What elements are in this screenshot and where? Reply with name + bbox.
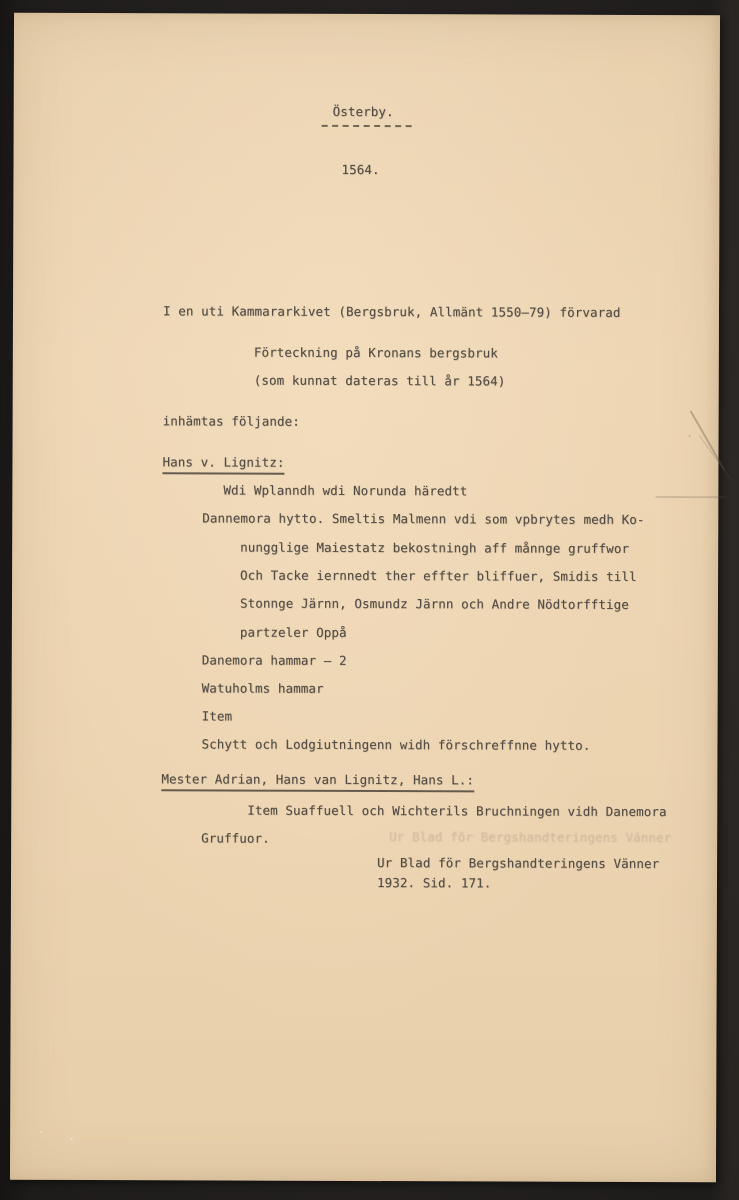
dust-speck — [70, 1138, 73, 1140]
year-line: 1564. — [341, 161, 380, 178]
section1-line-3: nungglige Maiestatz bekostningh aff månnge gruffwor — [240, 539, 630, 556]
section1-heading-text: Hans v. Lignitz: — [162, 454, 284, 474]
section2-heading-text: Mester Adrian, Hans van Lignitz, Hans L.: — [161, 771, 474, 792]
paper-fleck — [689, 435, 691, 437]
citation-reference: 1932. Sid. 171. — [376, 875, 492, 891]
citation-source: Ur Blad för Bergshandteringens Vänner — [377, 855, 660, 872]
section1-heading — [162, 454, 284, 470]
subtitle-line-1: Förteckning på Kronans bergsbruk — [253, 344, 498, 361]
section1-line-1: Wdi Wplanndh wdi Norunda häredtt — [223, 482, 468, 499]
section1-line-2: Dannemora hytto. Smeltis Malmenn vdi som vpbrytes medh Ko- — [202, 510, 645, 527]
citation-ghost-impression: Ur Blad för Bergshandteringens Vänner — [389, 829, 672, 846]
section2-line-2: Gruffuor. — [201, 830, 270, 846]
subtitle-line-2: (som kunnat dateras till år 1564) — [253, 372, 506, 389]
paper-crease-mark — [690, 411, 725, 471]
section1-line-5: Stonnge Järnn, Osmundz Järnn och Andre Nödtorfftige — [239, 595, 629, 612]
document-page — [10, 13, 720, 1182]
page-title: Österby. — [332, 103, 394, 120]
section1-line-6: partzeler Oppå — [239, 624, 347, 640]
title-dashed-underline — [322, 125, 412, 127]
section1-line-10: Schytt och Lodgiutningenn widh förschreffnne hytto. — [201, 736, 591, 753]
section1-line-9: Item — [201, 708, 233, 724]
paper-crease-mark-2 — [699, 435, 732, 480]
paper-smudge-mark — [655, 496, 725, 498]
section1-line-7: Danemora hammar – 2 — [201, 652, 347, 668]
section1-line-8: Watuholms hammar — [201, 680, 324, 696]
dust-speck — [40, 1131, 42, 1133]
section1-line-4: Och Tacke iernnedt ther effter bliffuer, Smidis till — [240, 567, 637, 584]
lead-line: inhämtas följande: — [162, 413, 300, 429]
intro-line: I en uti Kammararkivet (Bergsbruk, Allmänt 1550–79) förvarad — [162, 303, 621, 320]
section2-heading — [161, 771, 474, 788]
section2-line-1: Item Suaffuell och Wichterils Bruchningen vidh Danemora — [247, 802, 667, 820]
